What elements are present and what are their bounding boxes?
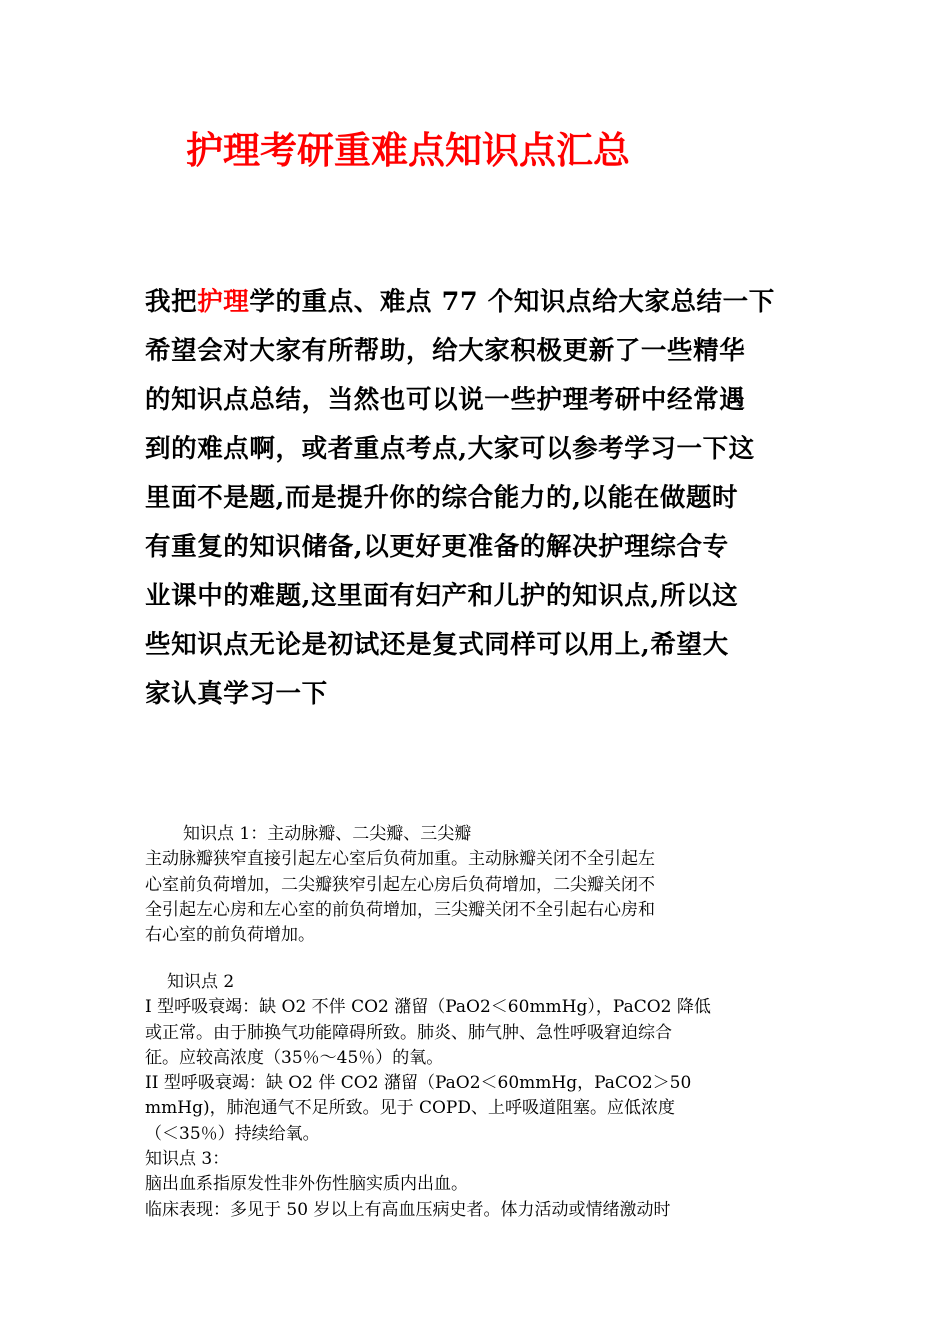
- section-line: I 型呼吸衰竭：缺 O2 不伴 CO2 潴留（PaO2＜60mmHg），PaCO2 降低: [145, 997, 711, 1018]
- section-1: [145, 822, 810, 948]
- intro-text: 我把: [145, 287, 198, 317]
- document-title: 护理考研重难点知识点汇总: [186, 128, 630, 172]
- section-line: mmHg)，肺泡通气不足所致。见于 COPD、上呼吸道阻塞。应低浓度: [145, 1098, 675, 1119]
- intro-paragraph: [145, 278, 810, 719]
- section-heading: 知识点 2: [167, 972, 235, 992]
- intro-line: 到的难点啊，或者重点考点,大家可以参考学习一下这: [145, 434, 755, 464]
- intro-line: 希望会对大家有所帮助，给大家积极更新了一些精华: [145, 336, 746, 366]
- highlight-text: 护理: [197, 287, 250, 317]
- section-heading: 知识点 1：主动脉瓣、二尖瓣、三尖瓣: [183, 824, 472, 844]
- section-line: 右心室的前负荷增加。: [145, 925, 315, 946]
- section-line: II 型呼吸衰竭：缺 O2 伴 CO2 潴留（PaO2＜60mmHg，PaCO2＞50: [145, 1073, 692, 1094]
- section-line: 脑出血系指原发性非外伤性脑实质内出血。: [145, 1174, 468, 1195]
- section-line: 心室前负荷增加，二尖瓣狭窄引起左心房后负荷增加，二尖瓣关闭不: [145, 874, 655, 895]
- intro-line: 的知识点总结，当然也可以说一些护理考研中经常遇: [145, 385, 746, 415]
- intro-line: 业课中的难题,这里面有妇产和儿护的知识点,所以这: [145, 581, 739, 611]
- section-line: 征。应较高浓度（35％～45％）的氧。: [145, 1047, 444, 1068]
- section-line: （＜35％）持续给氧。: [145, 1123, 320, 1144]
- section-line: 临床表现：多见于 50 岁以上有高血压病史者。体力活动或情绪激动时: [145, 1199, 671, 1220]
- intro-line: 有重复的知识储备,以更好更准备的解决护理综合专: [145, 532, 729, 562]
- section-heading: 知识点 3：: [145, 1149, 230, 1170]
- section-line: 主动脉瓣狭窄直接引起左心室后负荷加重。主动脉瓣关闭不全引起左: [145, 849, 655, 870]
- intro-line: 里面不是题,而是提升你的综合能力的,以能在做题时: [145, 483, 739, 513]
- section-line: 全引起左心房和左心室的前负荷增加，三尖瓣关闭不全引起右心房和: [145, 899, 655, 920]
- intro-text: 学的重点、难点 77 个知识点给大家总结一下: [249, 287, 775, 317]
- intro-line: 家认真学习一下: [145, 679, 328, 709]
- section-line: 或正常。由于肺换气功能障碍所致。肺炎、肺气肿、急性呼吸窘迫综合: [145, 1022, 672, 1043]
- section-2: [145, 970, 810, 1223]
- intro-line: 些知识点无论是初试还是复式同样可以用上,希望大: [145, 630, 729, 660]
- intro-line: [145, 278, 810, 327]
